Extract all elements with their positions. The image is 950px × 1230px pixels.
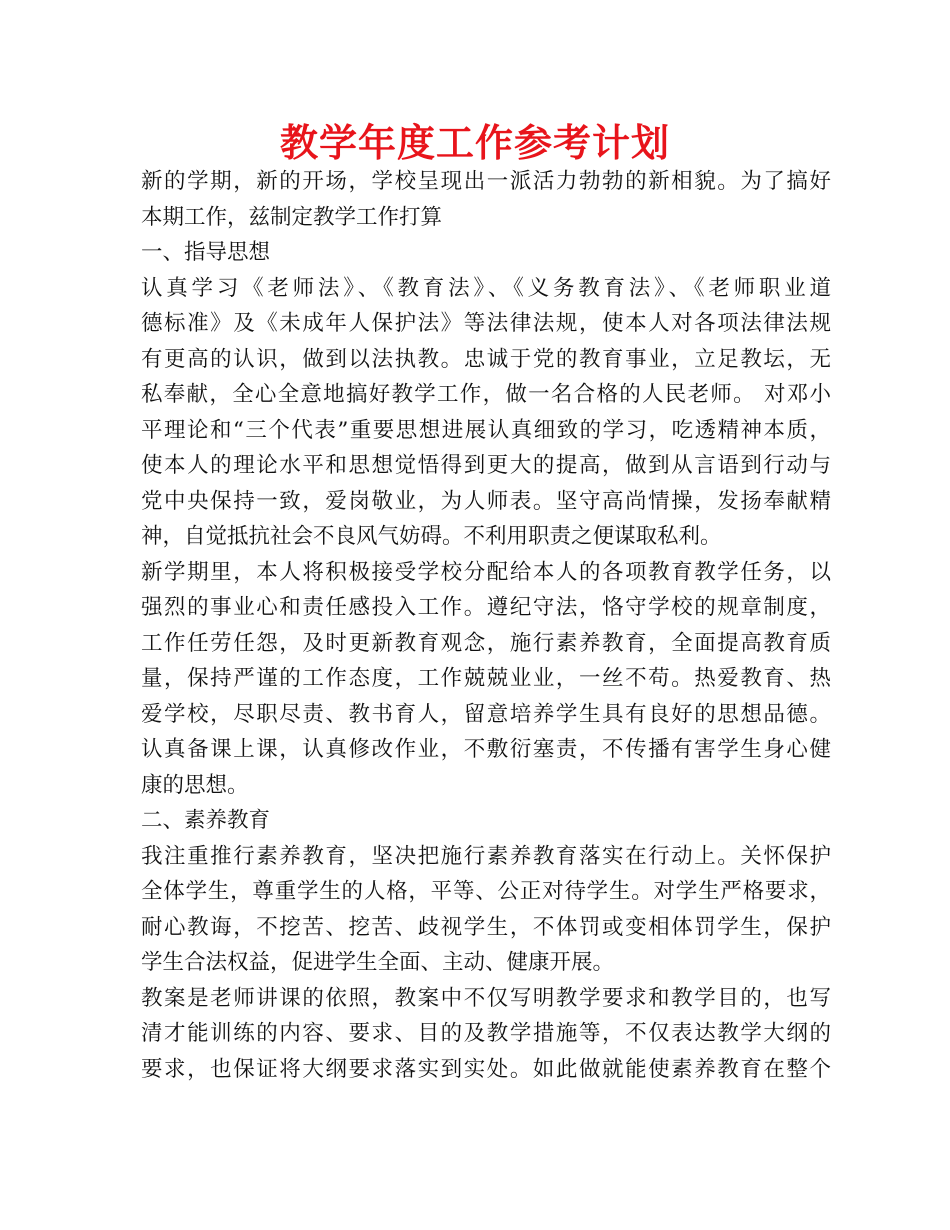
body-line: 使本人的理论水平和思想觉悟得到更大的提高，做到从言语到行动与 <box>141 453 831 478</box>
body-line: 认真备课上课，认真修改作业，不敷衍塞责，不传播有害学生身心健 <box>141 737 831 762</box>
body-line: 康的思想。 <box>141 772 249 798</box>
body-line: 新学期里，本人将积极接受学校分配给本人的各项教育教学任务，以 <box>141 559 831 585</box>
body-line: 新的学期，新的开场，学校呈现出一派活力勃勃的新相貌。为了搞好 <box>141 169 831 194</box>
body-line: 强烈的事业心和责任感投入工作。遵纪守法，恪守学校的规章制度， <box>141 595 831 620</box>
body-line: 德标准》及《未成年人保护法》等法律法规，使本人对各项法律法规 <box>141 311 831 336</box>
body-line: 本期工作，兹制定教学工作打算 <box>141 204 443 230</box>
body-line: 量，保持严谨的工作态度，工作兢兢业业，一丝不苟。热爱教育、热 <box>141 666 831 691</box>
body-line: 平理论和“三个代表”重要思想进展认真细致的学习，吃透精神本质， <box>141 417 831 443</box>
body-line: 耐心教诲，不挖苦、挖苦、歧视学生，不体罚或变相体罚学生，保护 <box>141 914 831 940</box>
body-line: 神，自觉抵抗社会不良风气妨碍。不利用职责之便谋取私利。 <box>141 524 722 549</box>
section-heading: 二、素养教育 <box>141 808 271 833</box>
body-line: 教案是老师讲课的依照，教案中不仅写明教学要求和教学目的，也写 <box>141 985 831 1011</box>
body-line: 我注重推行素养教育，坚决把施行素养教育落实在行动上。关怀保护 <box>141 843 831 869</box>
section-heading: 一、指导思想 <box>141 240 271 265</box>
body-line: 学生合法权益，促进学生全面、主动、健康开展。 <box>141 950 615 975</box>
body-line: 要求，也保证将大纲要求落实到实处。如此做就能使素养教育在整个 <box>141 1056 831 1082</box>
body-line: 清才能训练的内容、要求、目的及教学措施等，不仅表达教学大纲的 <box>141 1021 831 1046</box>
body-line: 全体学生，尊重学生的人格，平等、公正对待学生。对学生严格要求， <box>141 879 831 904</box>
body-line: 认真学习《老师法》、《教育法》、《义务教育法》、《老师职业道 <box>141 275 831 301</box>
document-title: 教学年度工作参考计划 <box>279 121 670 165</box>
body-line: 私奉献，全心全意地搞好教学工作，做一名合格的人民老师。 对邓小 <box>141 382 831 407</box>
body-line: 爱学校，尽职尽责、教书育人，留意培养学生具有良好的思想品德。 <box>141 701 831 727</box>
body-line: 有更高的认识，做到以法执教。忠诚于党的教育事业，立足教坛，无 <box>141 346 831 372</box>
body-line: 党中央保持一致，爱岗敬业，为人师表。坚守高尚情操，发扬奉献精 <box>141 488 831 514</box>
body-line: 工作任劳任怨，及时更新教育观念，施行素养教育，全面提高教育质 <box>141 630 831 656</box>
document-body <box>141 164 831 1087</box>
